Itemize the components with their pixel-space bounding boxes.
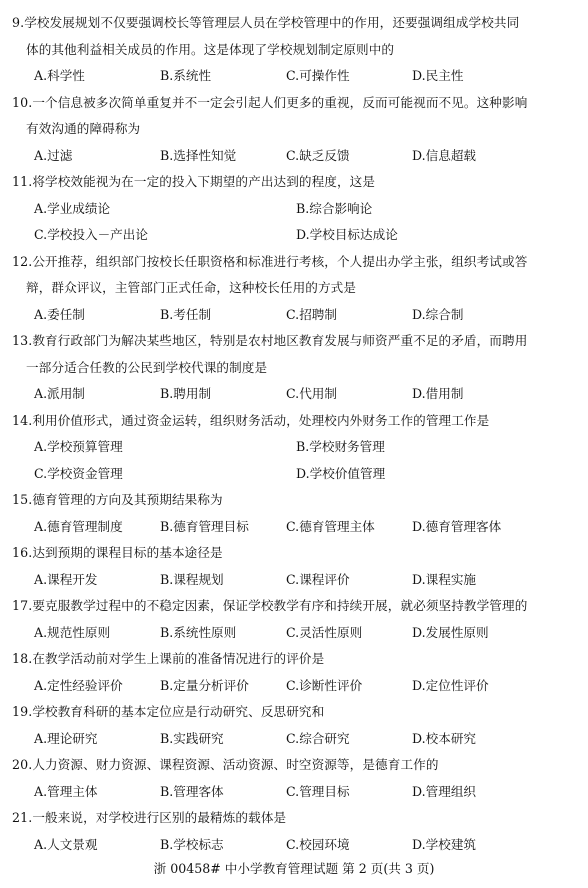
answer-options — [12, 143, 582, 170]
question-stem — [12, 90, 582, 143]
answer-option: B.系统性原则 — [160, 624, 237, 640]
answer-option: C.诊断性评价 — [286, 677, 363, 693]
answer-option: C.招聘制 — [286, 306, 337, 322]
answer-option: A.人文景观 — [34, 836, 98, 852]
question-stem — [12, 328, 582, 381]
answer-option: C.学校投入－产出论 — [34, 227, 148, 242]
answer-option: A.学业成绩论 — [34, 200, 111, 216]
question-item — [12, 249, 582, 329]
answer-option: A.理论研究 — [34, 730, 98, 746]
answer-options — [12, 567, 582, 594]
answer-option: B.系统性 — [160, 68, 212, 83]
answer-options — [12, 434, 582, 487]
question-item — [12, 752, 582, 805]
answer-options — [12, 196, 582, 249]
question-stem — [12, 487, 582, 514]
answer-option: A.科学性 — [34, 68, 85, 83]
answer-option: B.德育管理目标 — [160, 518, 249, 534]
answer-option: D.德育管理客体 — [412, 518, 502, 534]
answer-option: C.学校资金管理 — [34, 465, 123, 481]
question-stem-line: 20.人力资源、财力资源、课程资源、活动资源、时空资源等，是德育工作的 — [12, 757, 439, 772]
question-stem-line: 16.达到预期的课程目标的基本途径是 — [12, 545, 223, 560]
question-item — [12, 408, 582, 488]
answer-option: A.课程开发 — [34, 571, 98, 587]
answer-option: A.管理主体 — [34, 783, 98, 799]
question-stem-line: 一部分适合任教的公民到学校代课的制度是 — [26, 359, 268, 375]
answer-option: D.借用制 — [412, 386, 464, 401]
question-stem-line: 体的其他利益相关成员的作用。这是体现了学校规划制定原则中的 — [26, 41, 395, 57]
question-stem-line: 14.利用价值形式，通过资金运转，组织财务活动，处理校内外财务工作的管理工作是 — [12, 412, 490, 428]
question-item — [12, 328, 582, 408]
answer-option: C.可操作性 — [286, 68, 350, 83]
answer-options — [12, 63, 582, 90]
question-stem — [12, 408, 582, 435]
question-stem-line: 17.要克服教学过程中的不稳定因素，保证学校教学有序和持续开展，就必须坚持教学管理的 — [12, 598, 528, 613]
question-stem-line: 12.公开推荐，组织部门按校长任职资格和标准进行考核，个人提出办学主张，组织考试或答 — [12, 253, 528, 269]
answer-option: C.课程评价 — [286, 571, 350, 587]
answer-option: B.考任制 — [160, 306, 212, 322]
answer-option: C.管理目标 — [286, 783, 350, 799]
answer-option: B.选择性知觉 — [160, 147, 237, 163]
question-list — [12, 10, 582, 858]
question-stem-line: 有效沟通的障碍称为 — [26, 121, 141, 136]
answer-option: D.发展性原则 — [412, 624, 489, 640]
answer-option: A.派用制 — [34, 386, 85, 401]
answer-option: C.校园环境 — [286, 836, 350, 852]
answer-option: A.委任制 — [34, 306, 85, 322]
question-item — [12, 169, 582, 249]
question-stem-line: 13.教育行政部门为解决某些地区，特别是农村地区教育发展与师资严重不足的矛盾，而聘用 — [12, 333, 528, 348]
answer-option: C.综合研究 — [286, 730, 350, 746]
question-stem — [12, 805, 582, 832]
question-item — [12, 699, 582, 752]
question-item — [12, 487, 582, 540]
answer-option: D.学校价值管理 — [296, 465, 386, 481]
answer-option: C.灵活性原则 — [286, 624, 363, 640]
answer-options — [12, 673, 582, 700]
page-footer: 浙 00458# 中小学教育管理试题 第 2 页(共 3 页) — [153, 861, 435, 876]
question-stem — [12, 540, 582, 567]
answer-option: A.过滤 — [34, 147, 73, 163]
answer-options — [12, 779, 582, 806]
answer-option: B.管理客体 — [160, 783, 224, 799]
answer-option: B.定量分析评价 — [160, 677, 249, 693]
question-stem-line: 15.德育管理的方向及其预期结果称为 — [12, 492, 223, 507]
question-item — [12, 646, 582, 699]
question-item — [12, 593, 582, 646]
answer-option: D.学校目标达成论 — [296, 227, 398, 242]
answer-option: D.课程实施 — [412, 571, 477, 587]
question-stem — [12, 646, 582, 673]
question-stem — [12, 249, 582, 302]
question-stem-line: 11.将学校效能视为在一定的投入下期望的产出达到的程度，这是 — [12, 174, 376, 189]
answer-option: B.学校财务管理 — [296, 439, 385, 454]
question-stem-line: 10.一个信息被多次简单重复并不一定会引起人们更多的重视，反而可能视而不见。这种影响 — [12, 94, 528, 110]
question-stem — [12, 699, 582, 726]
answer-option: A.学校预算管理 — [34, 439, 123, 454]
answer-option: B.实践研究 — [160, 730, 224, 746]
question-item — [12, 805, 582, 858]
question-stem-line: 21.一般来说，对学校进行区别的最精炼的载体是 — [12, 810, 287, 825]
answer-options — [12, 620, 582, 647]
answer-option: D.信息超载 — [412, 147, 477, 163]
answer-option: A.德育管理制度 — [34, 518, 123, 534]
question-stem-line: 9.学校发展规划不仅要强调校长等管理层人员在学校管理中的作用，还要强调组成学校共同 — [12, 15, 520, 30]
question-stem — [12, 169, 582, 196]
answer-option: B.聘用制 — [160, 386, 212, 401]
question-stem-line: 19.学校教育科研的基本定位应是行动研究、反思研究和 — [12, 704, 325, 719]
answer-option: A.定性经验评价 — [34, 677, 123, 693]
question-stem-line: 18.在教学活动前对学生上课前的准备情况进行的评价是 — [12, 651, 325, 666]
answer-option: D.校本研究 — [412, 730, 477, 746]
answer-option: D.管理组织 — [412, 783, 477, 799]
answer-option: C.缺乏反馈 — [286, 147, 350, 163]
answer-options — [12, 726, 582, 753]
question-item — [12, 540, 582, 593]
question-stem — [12, 10, 582, 63]
question-item — [12, 10, 582, 90]
answer-options — [12, 514, 582, 541]
answer-option: C.代用制 — [286, 386, 337, 401]
answer-option: B.综合影响论 — [296, 200, 373, 216]
question-item — [12, 90, 582, 170]
question-stem-line: 辩，群众评议，主管部门正式任命，这种校长任用的方式是 — [26, 280, 357, 295]
answer-options — [12, 832, 582, 859]
answer-option: D.民主性 — [412, 68, 464, 83]
answer-option: D.定位性评价 — [412, 677, 489, 693]
question-stem — [12, 593, 582, 620]
answer-options — [12, 381, 582, 408]
answer-option: C.德育管理主体 — [286, 518, 375, 534]
answer-option: B.课程规划 — [160, 571, 224, 587]
answer-options — [12, 302, 582, 329]
answer-option: B.学校标志 — [160, 836, 224, 852]
answer-option: A.规范性原则 — [34, 624, 111, 640]
answer-option: D.学校建筑 — [412, 836, 477, 852]
answer-option: D.综合制 — [412, 306, 464, 322]
question-stem — [12, 752, 582, 779]
